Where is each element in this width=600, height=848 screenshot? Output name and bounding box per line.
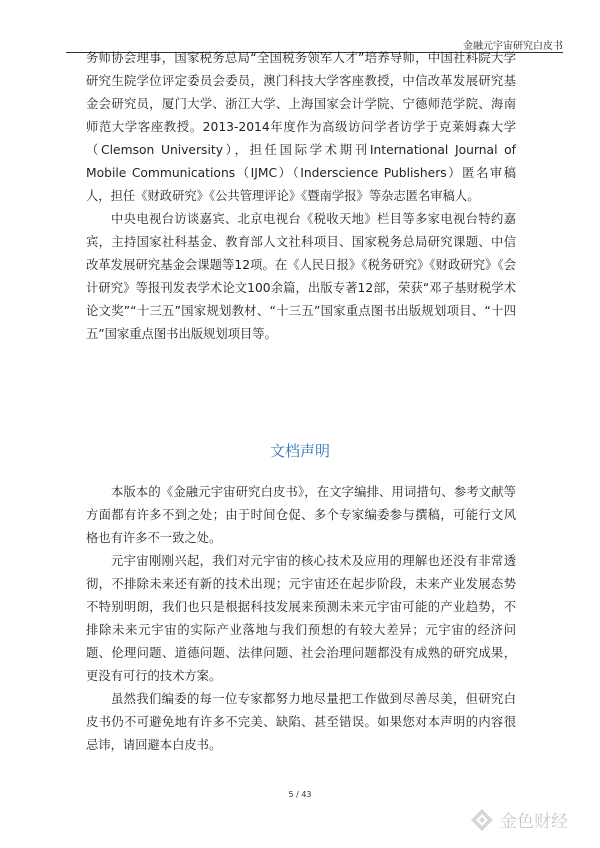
bio-section: [86, 47, 516, 346]
declaration-section: [86, 481, 516, 757]
declaration-paragraph-3: 虽然我们编委的每一位专家都努力地尽量把工作做到尽善尽美，但研究白皮书仍不可避免地有许多不完美、缺陷、甚至错误。如果您对本声明的内容很忌讳，请回避本白皮书。: [86, 692, 516, 752]
header-title: 金融元宇宙研究白皮书: [463, 41, 563, 52]
bio-paragraph-2: 中央电视台访谈嘉宾、北京电视台《税收天地》栏目等多家电视台特约嘉宾，主持国家社科基金、教育部人文社科项目、国家税务总局研究课题、中信改革发展研究基金会课题等12项。在《人民日报》《税务研究》《财政研究》《会计研究》等报刊发表学术论文100余篇，出版专著12部，荣获“邓子基财税学术论文奖”“十三五”国家规划教材、“十三五”国家重点图书出版规划项目、“十四五”国家重点图书出版规划项目等。: [86, 212, 516, 341]
declaration-paragraph-2: 元宇宙刚刚兴起，我们对元宇宙的核心技术及应用的理解也还没有非常透彻，不排除未来还有新的技术出现；元宇宙还在起步阶段，未来产业发展态势不特别明朗，我们也只是根据科技发展来预测未来元宇宙可能的产业趋势，不排除未来元宇宙的实际产业落地与我们预想的有较大差异；元宇宙的经济问题、伦理问题、道德问题、法律问题、社会治理问题都没有成熟的研究成果，更没有可行的技术方案。: [86, 554, 516, 683]
page-number: 5 / 43: [288, 790, 312, 799]
declaration-paragraph-1: 本版本的《金融元宇宙研究白皮书》，在文字编排、用词措句、参考文献等方面都有许多不到之处；由于时间仓促、多个专家编委参与撰稿，可能行文风格也有许多不一致之处。: [86, 485, 516, 545]
watermark-text: 金色财经: [500, 812, 568, 832]
section-title: 文档声明: [269, 442, 330, 460]
diamond-logo-icon: [470, 808, 494, 832]
watermark: [470, 807, 568, 832]
bio-paragraph-1: 务师协会理事，国家税务总局“全国税务领军人才”培养导师，中国社科院大学研究生院学位评定委员会委员，澳门科技大学客座教授，中信改革发展研究基金会研究员，厦门大学、浙江大学、上海国家会计学院、宁德师范学院、海南师范大学客座教授。2013-2014年度作为高级访问学者访学于克莱姆森大学（Clemson University），担任国际学术期刊International Journal of Mobile Communications（IJMC）（Inderscience Publishers）匿名审稿人，担任《财政研究》《公共管理评论》《暨南学报》等杂志匿名审稿人。: [86, 51, 516, 203]
